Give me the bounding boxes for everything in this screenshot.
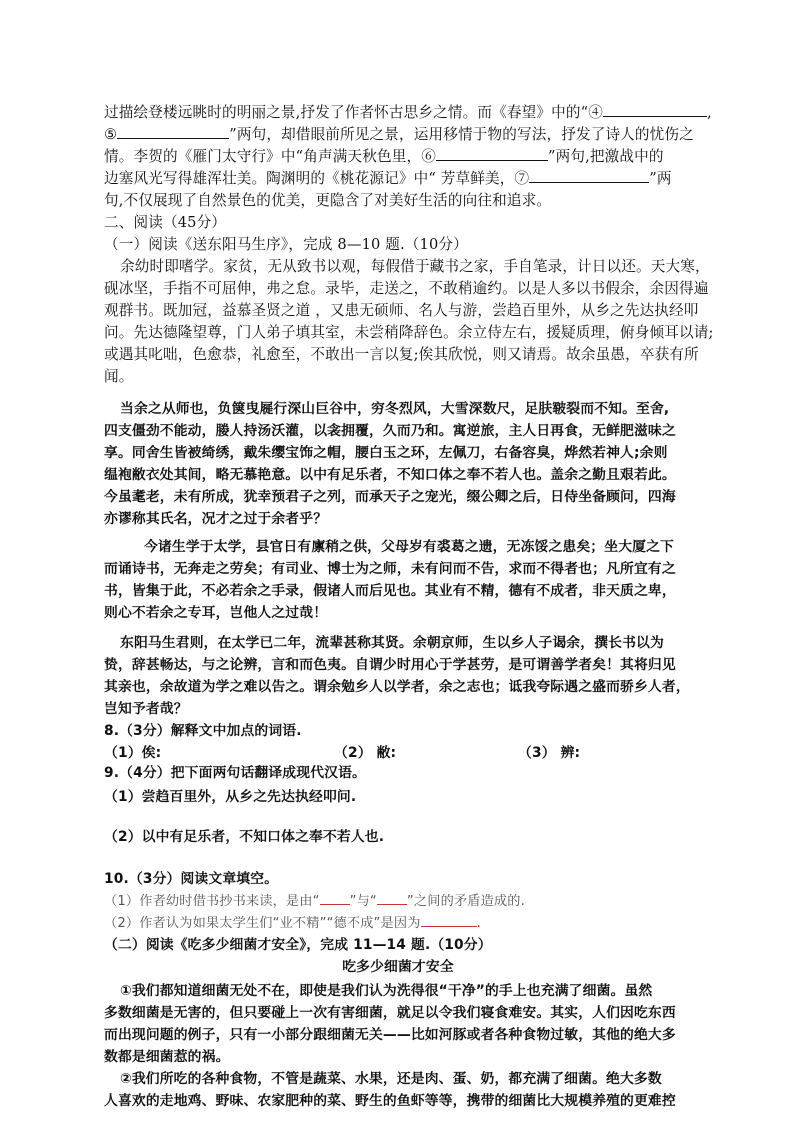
poem-text: ”两句,把激战中的 bbox=[547, 148, 664, 165]
article-title: 吃多少细菌才安全 bbox=[342, 959, 454, 975]
question-8-item-1: （1）俟: bbox=[104, 745, 162, 761]
answer-blank-q10-2[interactable] bbox=[377, 890, 407, 905]
article-line: 数都是细菌惹的祸。 bbox=[104, 1049, 230, 1065]
q10-text: ”与“ bbox=[349, 894, 377, 909]
passage4-line: 贽，辞甚畅达，与之论辨，言和而色夷。自谓少时用心于学甚劳，是可谓善学者矣！其将归见 bbox=[104, 657, 676, 673]
poem-text: , bbox=[706, 104, 712, 121]
passage2-line: 当余之从师也，负箧曳屣行深山巨谷中，穷冬烈风，大雪深数尺，足肤皲裂而不知。至舍, bbox=[120, 401, 670, 417]
poem-text: 情。李贺的《雁门太守行》中“角声满天秋色里，⑥ bbox=[104, 148, 436, 165]
question-8-item-2: （2） 敝: bbox=[334, 745, 397, 761]
q10-text: ”之间的矛盾造成的. bbox=[406, 894, 525, 909]
passage2-line: 今虽耄老，未有所成，犹幸预君子之列，而承天子之宠光，缀公卿之后，日侍坐备顾问，四海 bbox=[104, 489, 676, 505]
poem-text: ”两句，却借眼前所见之景，运用移情于物的写法，抒发了诗人的忧伤之 bbox=[229, 126, 694, 143]
poem-line-2 bbox=[104, 124, 692, 146]
q10-text: （1）作者幼时借书抄书来读，是由“ bbox=[104, 894, 320, 909]
passage3-line: 今诸生学于太学，县官日有廪稍之供，父母岁有裘葛之遗，无冻馁之患矣；坐大厦之下 bbox=[144, 539, 674, 555]
question-8-stem: 8.（3分）解释文中加点的词语. bbox=[104, 723, 302, 739]
poem-line-5: 句,不仅展现了自然景色的优美，更隐含了对美好生活的向往和追求。 bbox=[104, 192, 552, 209]
passage1-line: 闻。 bbox=[104, 368, 134, 385]
passage3-line: 则心不若余之专耳，岂他人之过哉！ bbox=[104, 605, 328, 621]
question-8-item-3: （3） 辨: bbox=[518, 745, 581, 761]
poem-line-4 bbox=[104, 168, 692, 190]
answer-blank-5[interactable] bbox=[117, 124, 229, 139]
section-heading-reading: 二、阅读（45分） bbox=[104, 214, 227, 231]
passage1-line: 余幼时即嗜学。家贫，无从致书以观，每假借于藏书之家，手自笔录，计日以还。天大寒， bbox=[120, 258, 710, 275]
answer-blank-4[interactable] bbox=[603, 102, 707, 117]
answer-blank-6[interactable] bbox=[436, 146, 548, 161]
question-10-item-2 bbox=[104, 912, 692, 935]
poem-line-3 bbox=[104, 146, 692, 168]
question-9-stem: 9.（4分）把下面两句话翻译成现代汉语。 bbox=[104, 765, 366, 781]
passage2-line: 享。同舍生皆被绮绣，戴朱缨宝饰之帽，腰白玉之环，左佩刀，右备容臭，烨然若神人;余则 bbox=[104, 445, 668, 461]
passage4-line: 其亲也，余故道为学之难以告之。谓余勉乡人以学者，余之志也；诋我夸际遇之盛而骄乡人者， bbox=[104, 679, 690, 695]
poem-text: 过描绘登楼远眺时的明丽之景,抒发了作者怀古思乡之情。而《春望》中的“④ bbox=[104, 104, 603, 121]
answer-blank-q10-3[interactable] bbox=[421, 912, 477, 927]
question-10-stem: 10.（3分）阅读文章填空。 bbox=[104, 871, 279, 887]
passage3-line: 而诵诗书，无奔走之劳矣；有司业、博士为之师，未有问而不告，求而不得者也；凡所宜有之 bbox=[104, 561, 676, 577]
poem-text: 边塞风光写得雄浑壮美。陶渊明的《桃花源记》中“ 芳草鲜美，⑦ bbox=[104, 170, 530, 187]
passage1-line: 观群书。既加冠，益慕圣贤之道 ，又患无硕师、名人与游，尝趋百里外，从乡之先达执经叩 bbox=[104, 302, 699, 319]
article-line: ①我们都知道细菌无处不在，即使是我们认为洗得很“干净”的手上也充满了细菌。虽然 bbox=[120, 983, 653, 999]
passage1-line: 问。先达德隆望尊，门人弟子填其室，未尝稍降辞色。余立侍左右，援疑质理，俯身倾耳以请; bbox=[104, 324, 714, 341]
question-9-item-2: （2）以中有足乐者，不知口体之奉不若人也. bbox=[104, 829, 385, 845]
article-line: 多数细菌是无害的，但只要碰上一次有害细菌，就足以令我们寝食难安。其实，人们因吃东西 bbox=[104, 1005, 676, 1021]
question-10-item-1 bbox=[104, 890, 692, 913]
passage2-line: 四支僵劲不能动，媵人持汤沃灌，以衾拥覆，久而乃和。寓逆旅，主人日再食，无鲜肥滋味之 bbox=[104, 423, 676, 439]
poem-text: ⑤ bbox=[104, 126, 118, 143]
part2-heading: （二）阅读《吃多少细菌才安全》，完成 11—14 题.（10分） bbox=[104, 937, 492, 953]
answer-blank-q10-1[interactable] bbox=[320, 890, 350, 905]
poem-line-1 bbox=[104, 102, 712, 124]
passage4-line: 东阳马生君则，在太学已二年，流辈甚称其贤。余朝京师，生以乡人子谒余，撰长书以为 bbox=[120, 635, 664, 651]
part1-heading: （一）阅读《送东阳马生序》，完成 8—10 题.（10分） bbox=[104, 236, 468, 253]
article-line: 而出现问题的例子，只有一小部分跟细菌无关——比如河豚或者各种食物过敏，其他的绝大多 bbox=[104, 1027, 676, 1043]
article-line: 人喜欢的走地鸡、野味、农家肥种的菜、野生的鱼虾等等，携带的细菌比大规模养殖的更难控 bbox=[104, 1093, 676, 1109]
article-line: ②我们所吃的各种食物，不管是蔬菜、水果，还是肉、蛋、奶，都充满了细菌。绝大多数 bbox=[120, 1071, 662, 1087]
passage2-line: 缊袍敝衣处其间，略无慕艳意。以中有足乐者，不知口体之奉不若人也。盖余之勤且艰若此。 bbox=[104, 467, 676, 483]
passage4-line: 岂知予者哉？ bbox=[104, 701, 188, 717]
poem-text: ”两 bbox=[649, 170, 672, 187]
question-9-item-1: （1）尝趋百里外，从乡之先达执经叩问. bbox=[104, 789, 357, 805]
passage3-line: 书，皆集于此，不必若余之手录，假诸人而后见也。其业有不精，德有不成者，非天质之卑， bbox=[104, 583, 676, 599]
q10-text: . bbox=[476, 916, 481, 931]
passage2-line: 亦谬称其氏名，况才之过于余者乎？ bbox=[104, 511, 328, 527]
answer-blank-7[interactable] bbox=[529, 168, 649, 183]
passage1-line: 砚冰坚，手指不可屈伸，弗之怠。录毕，走送之，不敢稍逾约。以是人多以书假余，余因得遍 bbox=[104, 280, 709, 297]
q10-text: （2）作者认为如果太学生们“业不精”“德不成”是因为 bbox=[104, 916, 421, 931]
passage1-line: 或遇其叱咄，色愈恭，礼愈至，不敢出一言以复;俟其欣悦，则又请焉。故余虽愚，卒获有所 bbox=[104, 346, 699, 363]
